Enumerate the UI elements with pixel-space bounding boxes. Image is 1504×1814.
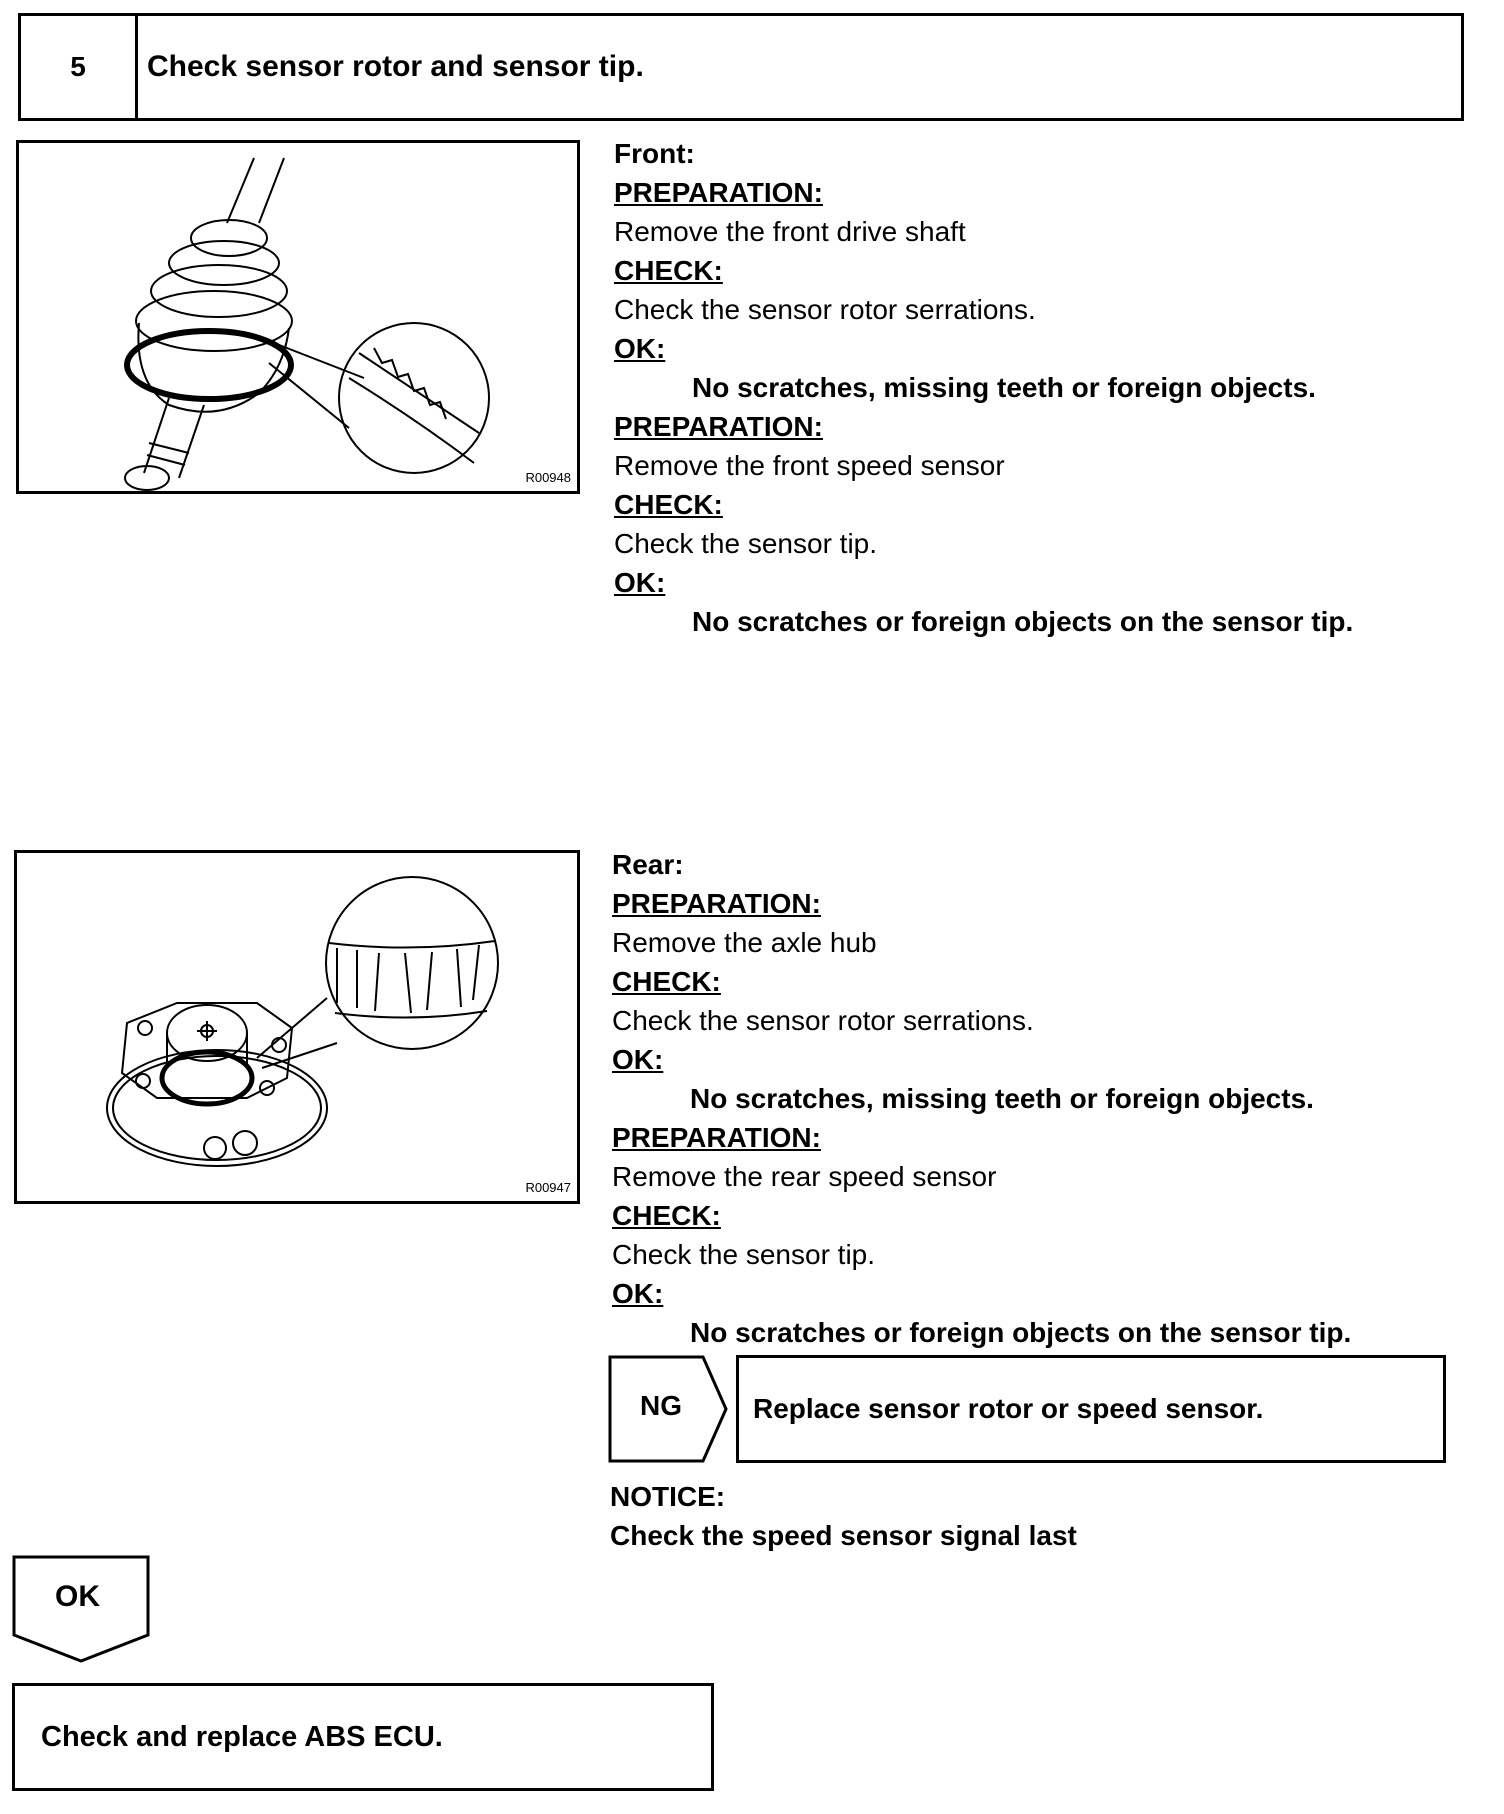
rear-prep2-label: PREPARATION: <box>612 1122 821 1153</box>
front-check2-text: Check the sensor tip. <box>614 528 878 559</box>
step-header <box>18 13 1464 121</box>
front-prep1-label: PREPARATION: <box>614 177 823 208</box>
rear-ok2-text: No scratches or foreign objects on the sensor tip. <box>690 1317 1352 1348</box>
rear-section <box>612 845 1351 1352</box>
front-ok1-text: No scratches, missing teeth or foreign objects. <box>692 372 1316 403</box>
front-prep2-label: PREPARATION: <box>614 411 823 442</box>
rear-prep1-label: PREPARATION: <box>612 888 821 919</box>
front-ok2-label: OK: <box>614 567 666 598</box>
rear-check2-label: CHECK: <box>612 1200 721 1231</box>
front-figure <box>16 140 580 494</box>
rear-ok2-label: OK: <box>612 1278 664 1309</box>
front-prep1-text: Remove the front drive shaft <box>614 216 966 247</box>
ok-label: OK <box>55 1580 100 1613</box>
front-section <box>614 134 1353 641</box>
front-check2-label: CHECK: <box>614 489 723 520</box>
ng-result-text: Replace sensor rotor or speed sensor. <box>753 1393 1264 1424</box>
rear-figure-code: R00947 <box>525 1180 571 1195</box>
drive-shaft-illustration <box>19 143 577 491</box>
notice-text: Check the speed sensor signal last <box>610 1520 1077 1551</box>
rear-check1-label: CHECK: <box>612 966 721 997</box>
rear-figure <box>14 850 580 1204</box>
rear-ok1-label: OK: <box>612 1044 664 1075</box>
step-title: Check sensor rotor and sensor tip. <box>147 50 644 83</box>
rear-heading: Rear: <box>612 849 684 880</box>
rear-prep1-text: Remove the axle hub <box>612 927 877 958</box>
rear-check1-text: Check the sensor rotor serrations. <box>612 1005 1034 1036</box>
notice-section <box>610 1477 1077 1555</box>
front-check1-text: Check the sensor rotor serrations. <box>614 294 1036 325</box>
ok-result-box <box>12 1683 714 1791</box>
notice-label: NOTICE: <box>610 1481 726 1512</box>
rear-check2-text: Check the sensor tip. <box>612 1239 876 1270</box>
rear-ok1-text: No scratches, missing teeth or foreign objects. <box>690 1083 1314 1114</box>
front-ok1-label: OK: <box>614 333 666 364</box>
front-prep2-text: Remove the front speed sensor <box>614 450 1005 481</box>
front-ok2-text: No scratches or foreign objects on the sensor tip. <box>692 606 1354 637</box>
ok-result-text: Check and replace ABS ECU. <box>41 1720 443 1753</box>
front-check1-label: CHECK: <box>614 255 723 286</box>
front-figure-code: R00948 <box>525 470 571 485</box>
front-heading: Front: <box>614 138 695 169</box>
step-number: 5 <box>21 16 138 118</box>
axle-hub-illustration <box>17 853 577 1201</box>
rear-prep2-text: Remove the rear speed sensor <box>612 1161 997 1192</box>
ng-label: NG <box>640 1390 682 1421</box>
ng-result-box <box>736 1355 1446 1463</box>
